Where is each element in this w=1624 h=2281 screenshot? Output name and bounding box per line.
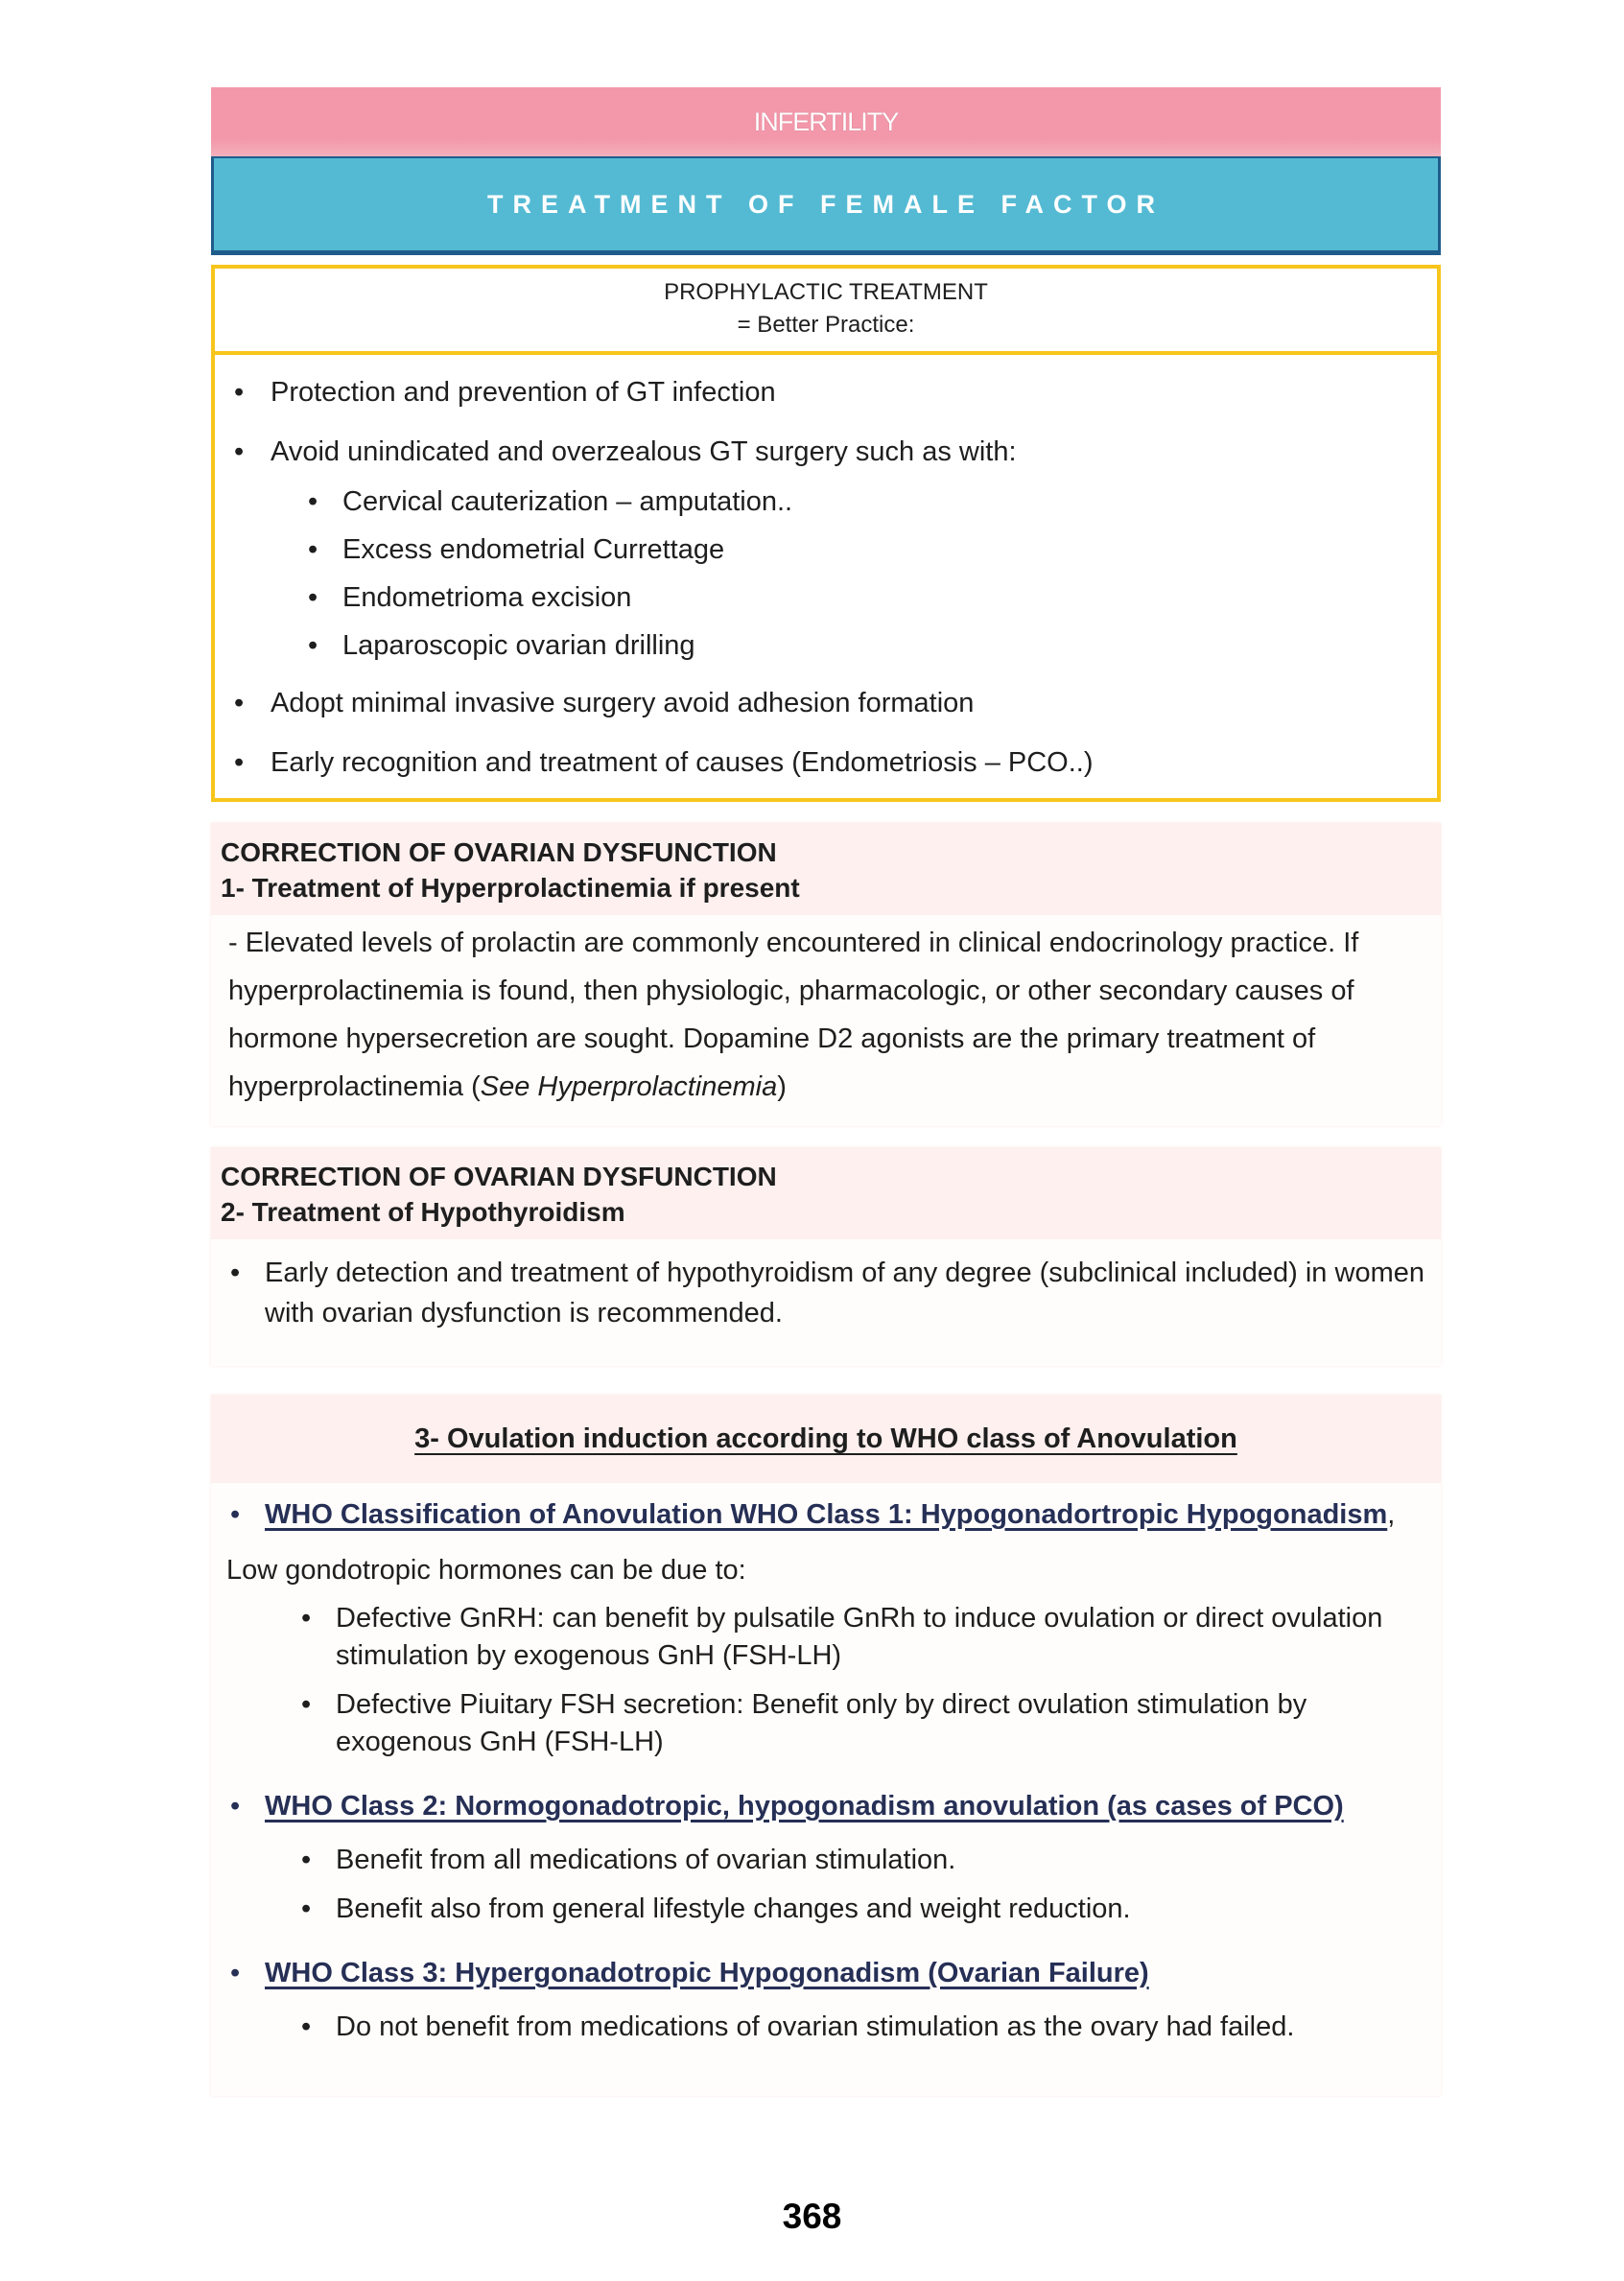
section-body bbox=[211, 915, 1441, 1126]
list-item: • Avoid unindicated and overzealous GT surgery such as with: bbox=[215, 432, 1437, 472]
section-heading-text: 3- Ovulation induction according to WHO class of Anovulation bbox=[414, 1423, 1237, 1454]
section-heading bbox=[211, 823, 1441, 915]
section-heading-line2: 2- Treatment of Hypothyroidism bbox=[221, 1197, 625, 1227]
section-heading-line1: CORRECTION OF OVARIAN DYSFUNCTION bbox=[221, 1162, 777, 1191]
prophylactic-heading bbox=[215, 269, 1437, 355]
page-title: TREATMENT OF FEMALE FACTOR bbox=[211, 156, 1441, 255]
sub-list-item: • Excess endometrial Currettage bbox=[215, 529, 1437, 570]
sub-list-item: • Endometrioma excision bbox=[215, 577, 1437, 618]
body-text: - Elevated levels of prolactin are commonly encountered in clinical endocrinology practice. If hyperprolactinemia is found, then physiologic, pharmacologic, or other secondary causes of hormone hypersecretion are sought. Dopamine D2 agonists are the primary treatment of hyperprolactinemia ( bbox=[228, 928, 1359, 1102]
cross-reference: See Hyperprolactinemia bbox=[480, 1071, 778, 1102]
list-item: • Adopt minimal invasive surgery avoid adhesion formation bbox=[215, 683, 1437, 723]
page-number: 368 bbox=[782, 2197, 842, 2236]
list-item: • Defective GnRH: can benefit by pulsatile GnRh to induce ovulation or direct ovulation stimulation by exogenous GnH (FSH-LH) bbox=[211, 1600, 1441, 1675]
section-heading bbox=[211, 1395, 1441, 1483]
list-item: • Defective Piuitary FSH secretion: Benefit only by direct ovulation stimulation by exogenous GnH (FSH-LH) bbox=[211, 1686, 1441, 1761]
section-heading-line2: 1- Treatment of Hyperprolactinemia if present bbox=[221, 873, 800, 903]
sub-list-item: • Cervical cauterization – amputation.. bbox=[215, 482, 1437, 522]
ovulation-induction-section bbox=[211, 1395, 1441, 2096]
section-body bbox=[211, 1483, 1441, 2096]
punctuation: , bbox=[1387, 1499, 1396, 1530]
body-text-end: ) bbox=[777, 1071, 787, 1102]
who-class-3-title: WHO Class 3: Hypergonadotropic Hypogonadism (Ovarian Failure) bbox=[265, 1958, 1149, 1988]
section-heading-line1: CORRECTION OF OVARIAN DYSFUNCTION bbox=[221, 837, 777, 867]
prophylactic-heading-line2: = Better Practice: bbox=[737, 312, 915, 338]
prophylactic-list bbox=[215, 355, 1437, 798]
sub-list bbox=[215, 482, 1437, 666]
list-item: • Benefit also from general lifestyle changes and weight reduction. bbox=[211, 1891, 1441, 1928]
list-item: • Early recognition and treatment of causes (Endometriosis – PCO..) bbox=[215, 742, 1437, 783]
who-class-1-title: WHO Classification of Anovulation WHO Class 1: Hypogonadortropic Hypogonadism bbox=[265, 1499, 1388, 1530]
list-item: • Early detection and treatment of hypothyroidism of any degree (subclinical included) in women with ovarian dysfunction is recommended. bbox=[211, 1253, 1427, 1333]
who-class-2 bbox=[211, 1786, 1441, 1826]
who-class-3 bbox=[211, 1953, 1441, 1993]
list-item: • Protection and prevention of GT infection bbox=[215, 372, 1437, 412]
list-item: • Benefit from all medications of ovarian stimulation. bbox=[211, 1842, 1441, 1879]
section-body bbox=[211, 1239, 1441, 1366]
prophylactic-treatment-box bbox=[211, 265, 1441, 802]
sub-list-item: • Laparoscopic ovarian drilling bbox=[215, 625, 1437, 666]
hyperprolactinemia-section bbox=[211, 823, 1441, 1126]
prophylactic-heading-line1: PROPHYLACTIC TREATMENT bbox=[664, 279, 988, 305]
who-class-2-title: WHO Class 2: Normogonadotropic, hypogonadism anovulation (as cases of PCO) bbox=[265, 1791, 1344, 1822]
class-1-intro: Low gondotropic hormones can be due to: bbox=[226, 1555, 746, 1586]
who-class-1 bbox=[211, 1494, 1441, 1535]
section-heading bbox=[211, 1147, 1441, 1239]
hypothyroidism-section bbox=[211, 1147, 1441, 1366]
chapter-banner: INFERTILITY bbox=[211, 87, 1441, 156]
list-item: • Do not benefit from medications of ovarian stimulation as the ovary had failed. bbox=[211, 2009, 1441, 2046]
page-content bbox=[211, 87, 1441, 2096]
